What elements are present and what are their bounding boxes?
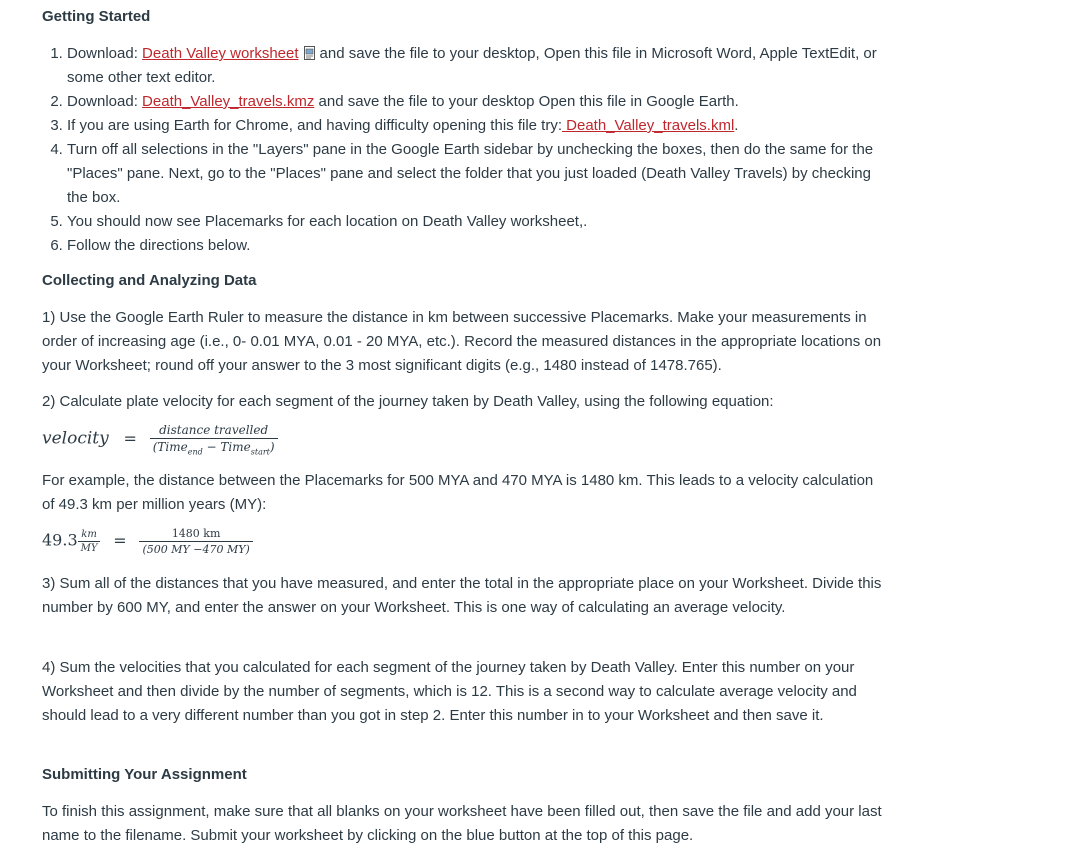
velocity-label: velocity <box>42 428 109 449</box>
step-1: 1. Download: Death Valley worksheet and save the file to your desktop, Open this file in Microsoft Word, Apple TextEdit, or some other text editor. <box>67 42 887 90</box>
kmz-download-link[interactable]: Death_Valley_travels.kmz <box>142 93 315 110</box>
step-5: 5. You should now see Placemarks for each location on Death Valley worksheet,. <box>67 210 887 234</box>
getting-started-steps <box>42 42 887 258</box>
getting-started-heading: Getting Started <box>42 8 151 25</box>
collecting-heading: Collecting and Analyzing Data <box>42 272 257 289</box>
submitting-heading: Submitting Your Assignment <box>42 766 247 783</box>
step-3: 3. If you are using Earth for Chrome, and having difficulty opening this file try: Death_Valley_travels.kml. <box>67 114 887 138</box>
document-preview-icon[interactable] <box>303 44 316 58</box>
step-6: 6. Follow the directions below. <box>67 234 887 258</box>
instruction-1: 1) Use the Google Earth Ruler to measure the distance in km between successive Placemarks. Make your measurements in order of increasing age (i.e., 0- 0.01 MYA, 0.01 - 20 MYA, etc.). Record the measured distances in the appropriate locations on your Worksheet; round off your answer to the 3 most significant digits (e.g., 1480 instead of 1478.765). <box>42 309 882 374</box>
example-numerator: 1480 km <box>139 527 252 542</box>
submit-instructions: To finish this assignment, make sure that all blanks on your worksheet have been filled out, then save the file and add your last name to the filename. Submit your worksheet by clicking on the blue button at the top of this page. <box>42 803 882 844</box>
example-paragraph: For example, the distance between the Placemarks for 500 MYA and 470 MYA is 1480 km. This leads to a velocity calculation of 49.3 km per million years (MY): <box>42 472 874 513</box>
instruction-4: 4) Sum the velocities that you calculated for each segment of the journey taken by Death Valley. Enter this number on your Worksheet and then divide by the number of segments, which is 12. This is a second way to calculate average velocity and should lead to a very different number than you got in step 2. Enter this number in to your Worksheet and then save it. <box>42 659 857 724</box>
velocity-numerator: distance travelled <box>150 423 278 439</box>
step-4: 4. Turn off all selections in the "Layers" pane in the Google Earth sidebar by unchecking the boxes, then do the same for the "Places" pane. Next, go to the "Places" pane and select the folder that you just loaded (Death Valley Travels) by checking the box. <box>67 138 887 210</box>
velocity-equation: velocity = $\frac{\text{distance travelled}}{(Time_{end} - Time_{start})}$ <box>42 423 278 456</box>
worksheet-download-link[interactable]: Death Valley worksheet <box>142 45 299 62</box>
example-value: 49.3 <box>42 530 78 550</box>
velocity-denominator: (Time$_{end}$ − Time$_{start}$) <box>152 440 275 457</box>
step-2: 2. Download: Death_Valley_travels.kmz and save the file to your desktop Open this file in Google Earth. <box>67 90 887 114</box>
kml-download-link[interactable]: Death_Valley_travels.kml <box>562 117 735 134</box>
instruction-2: 2) Calculate plate velocity for each segment of the journey taken by Death Valley, using the following equation: <box>42 393 774 410</box>
example-denominator: (500 MY −470 MY) <box>142 543 250 556</box>
instruction-3: 3) Sum all of the distances that you have measured, and enter the total in the appropriate place on your Worksheet. Divide this number by 600 MY, and enter the answer on your Worksheet. This is one way of calculating an average velocity. <box>42 575 882 616</box>
example-equation: 49.3 $\frac{km}{MY}$ = $\frac{1480 km}{(500 MY -470 MY)}$ <box>42 527 253 556</box>
